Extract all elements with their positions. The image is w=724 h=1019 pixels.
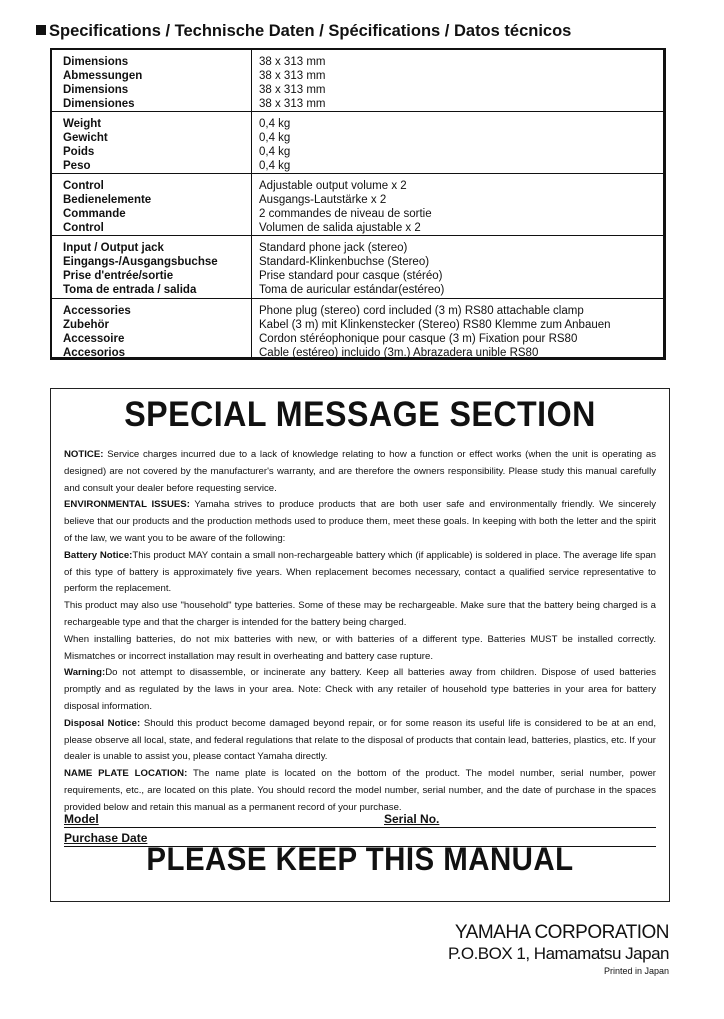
spec-value: Kabel (3 m) mit Klinkenstecker (Stereo) RS80 Klemme zum Anbauen: [259, 319, 611, 331]
paragraph-text: Yamaha strives to produce products that are both user safe and environmentally friendly. We sincerely believe that our products and the production methods used to produce them, meet these goals. In keeping with both the letter and the spirit of the law, we want you to be aware of the following:: [64, 499, 657, 544]
corporation-name: YAMAHA CORPORATION: [454, 922, 669, 943]
battery-notice-paragraph: [64, 548, 656, 598]
spec-labels: [63, 117, 108, 173]
printed-in-label: Printed in Japan: [603, 966, 669, 976]
spec-value: 38 x 313 mm: [259, 56, 326, 68]
spec-label: Bedienelemente: [63, 194, 152, 206]
spec-values: [259, 179, 432, 235]
environmental-paragraph: [64, 497, 656, 547]
spec-values: [259, 241, 444, 297]
paragraph-text: This product MAY contain a small non-rechargeable battery which (if applicable) is soldered in place. The average life span of this type of battery is approximately five years. When replacement becomes necessary, contact a qualified service representative to perform the replacement.: [64, 549, 656, 595]
spec-value: Adjustable output volume x 2: [259, 180, 407, 192]
spec-labels: [63, 304, 131, 360]
spec-label: Zubehör: [63, 319, 109, 331]
corporation-address: P.O.BOX 1, Hamamatsu Japan: [447, 944, 669, 963]
spec-label: Gewicht: [63, 132, 108, 144]
spec-label: Poids: [63, 146, 95, 158]
spec-value: Cordon stéréophonique pour casque (3 m) Fixation pour RS80: [259, 333, 578, 345]
paragraph-text: Service charges incurred due to a lack of knowledge relating to how a function or effect works (when the unit is operating as designed) are not covered by the manufacturer's warranty, and are therefore the owners responsibility. Please study this manual carefully and consult your dealer before requesting service.: [64, 449, 656, 494]
spec-values: [259, 304, 611, 360]
model-serial-row: [64, 811, 656, 828]
paragraph-text: This product may also use "household" type batteries. Some of these may be rechargeable. Make sure that the battery being charged is a rechargeable type and that the charger is intended for the battery being charged.: [64, 600, 656, 628]
spec-label: Control: [63, 222, 104, 234]
spec-label: Dimensions: [63, 84, 129, 96]
paragraph-lead: Disposal Notice:: [64, 717, 141, 729]
spec-label: Toma de entrada / salida: [63, 284, 197, 296]
spec-row-jack: [52, 235, 663, 298]
spec-value: Cable (estéreo) incluido (3m.) Abrazadera unible RS80: [259, 347, 539, 359]
spec-label: Eingangs-/Ausgangsbuchse: [63, 256, 218, 268]
spec-label: Abmessungen: [63, 70, 143, 82]
paragraph-lead: ENVIRONMENTAL ISSUES:: [64, 499, 190, 511]
warning-paragraph: [64, 665, 656, 715]
paragraph-text: The name plate is located on the bottom of the product. The model number, serial number, power requirements, etc., are located on this plate. You should record the model number, serial number, and the date of purchase in the spaces provided below and retain this manual as a permanent record of your purchase.: [64, 768, 656, 813]
spec-value: 2 commandes de niveau de sortie: [259, 208, 432, 220]
paragraph-lead: NOTICE:: [64, 449, 104, 460]
spec-value: 38 x 313 mm: [259, 98, 326, 110]
spec-label: Peso: [63, 160, 91, 172]
special-message-body: [64, 447, 656, 817]
installing-batteries-paragraph: [64, 632, 656, 666]
spec-row-control: [52, 173, 663, 235]
spec-value: Toma de auricular estándar(estéreo): [259, 284, 445, 296]
spec-label: Accessoire: [63, 333, 125, 345]
spec-value: 0,4 kg: [259, 132, 291, 144]
paragraph-lead: NAME PLATE LOCATION:: [64, 768, 188, 780]
spec-value: Prise standard pour casque (stéréo): [259, 270, 443, 282]
spec-value: Phone plug (stereo) cord included (3 m) RS80 attachable clamp: [259, 305, 584, 317]
household-battery-paragraph: [64, 598, 656, 632]
spec-value: Standard-Klinkenbuchse (Stereo): [259, 256, 430, 268]
spec-value: 38 x 313 mm: [259, 70, 326, 82]
paragraph-text: When installing batteries, do not mix batteries with new, or with batteries of a different type. Batteries MUST be installed correctly. Mismatches or incorrect installation may result in overheating and battery case rupture.: [64, 633, 656, 662]
model-label: Model: [64, 812, 99, 826]
paragraph-lead: Battery Notice:: [64, 549, 133, 561]
spec-label: Accesorios: [63, 347, 126, 359]
serial-no-label: Serial No.: [384, 812, 440, 826]
spec-row-accessories: [52, 298, 663, 359]
square-bullet-icon: [36, 25, 46, 35]
spec-label: Dimensions: [63, 56, 129, 68]
spec-label: Dimensiones: [63, 98, 135, 110]
spec-values: [259, 117, 290, 173]
spec-label: Prise d'entrée/sortie: [63, 270, 174, 282]
spec-values: [259, 55, 325, 111]
name-plate-paragraph: [64, 766, 656, 816]
spec-row-dimensions: [52, 50, 663, 110]
specifications-heading-text: Specifications / Technische Daten / Spécifications / Datos técnicos: [49, 22, 572, 40]
spec-value: 0,4 kg: [259, 118, 291, 130]
spec-label: Accessories: [63, 305, 131, 317]
spec-label: Weight: [63, 118, 102, 130]
special-message-box: [50, 388, 670, 902]
spec-column-divider: [251, 50, 252, 357]
spec-value: 0,4 kg: [259, 160, 291, 172]
special-message-title: SPECIAL MESSAGE SECTION: [124, 395, 596, 434]
spec-value: Ausgangs-Lautstärke x 2: [259, 194, 387, 206]
spec-label: Control: [63, 180, 104, 192]
spec-value: Standard phone jack (stereo): [259, 242, 408, 254]
spec-label: Commande: [63, 208, 126, 220]
spec-labels: [63, 241, 218, 297]
specifications-table: [50, 48, 666, 360]
paragraph-text: Do not attempt to disassemble, or incinerate any battery. Keep all batteries away from children. Dispose of used batteries promptly and as regulated by the laws in your area. Note: Check with any retailer of household type batteries in your area for battery disposal information.: [64, 667, 656, 712]
spec-labels: [63, 55, 142, 111]
spec-label: Input / Output jack: [63, 242, 164, 254]
spec-value: 0,4 kg: [259, 146, 291, 158]
paragraph-text: Should this product become damaged beyond repair, or for some reason its useful life is considered to be at an end, please observe all local, state, and federal regulations that relate to the disposal of products that contain lead, batteries, plastics, etc. If your dealer is unable to assist you, please contact Yamaha directly.: [64, 717, 656, 763]
notice-paragraph: [64, 447, 656, 497]
paragraph-lead: Warning:: [64, 667, 106, 679]
spec-value: Volumen de salida ajustable x 2: [259, 222, 421, 234]
spec-value: 38 x 313 mm: [259, 84, 326, 96]
specifications-heading: [36, 22, 571, 41]
purchase-date-label: Purchase Date: [64, 831, 148, 845]
disposal-notice-paragraph: [64, 716, 656, 766]
spec-row-weight: [52, 111, 663, 172]
spec-labels: [63, 179, 151, 235]
keep-manual-title: PLEASE KEEP THIS MANUAL: [146, 841, 574, 877]
